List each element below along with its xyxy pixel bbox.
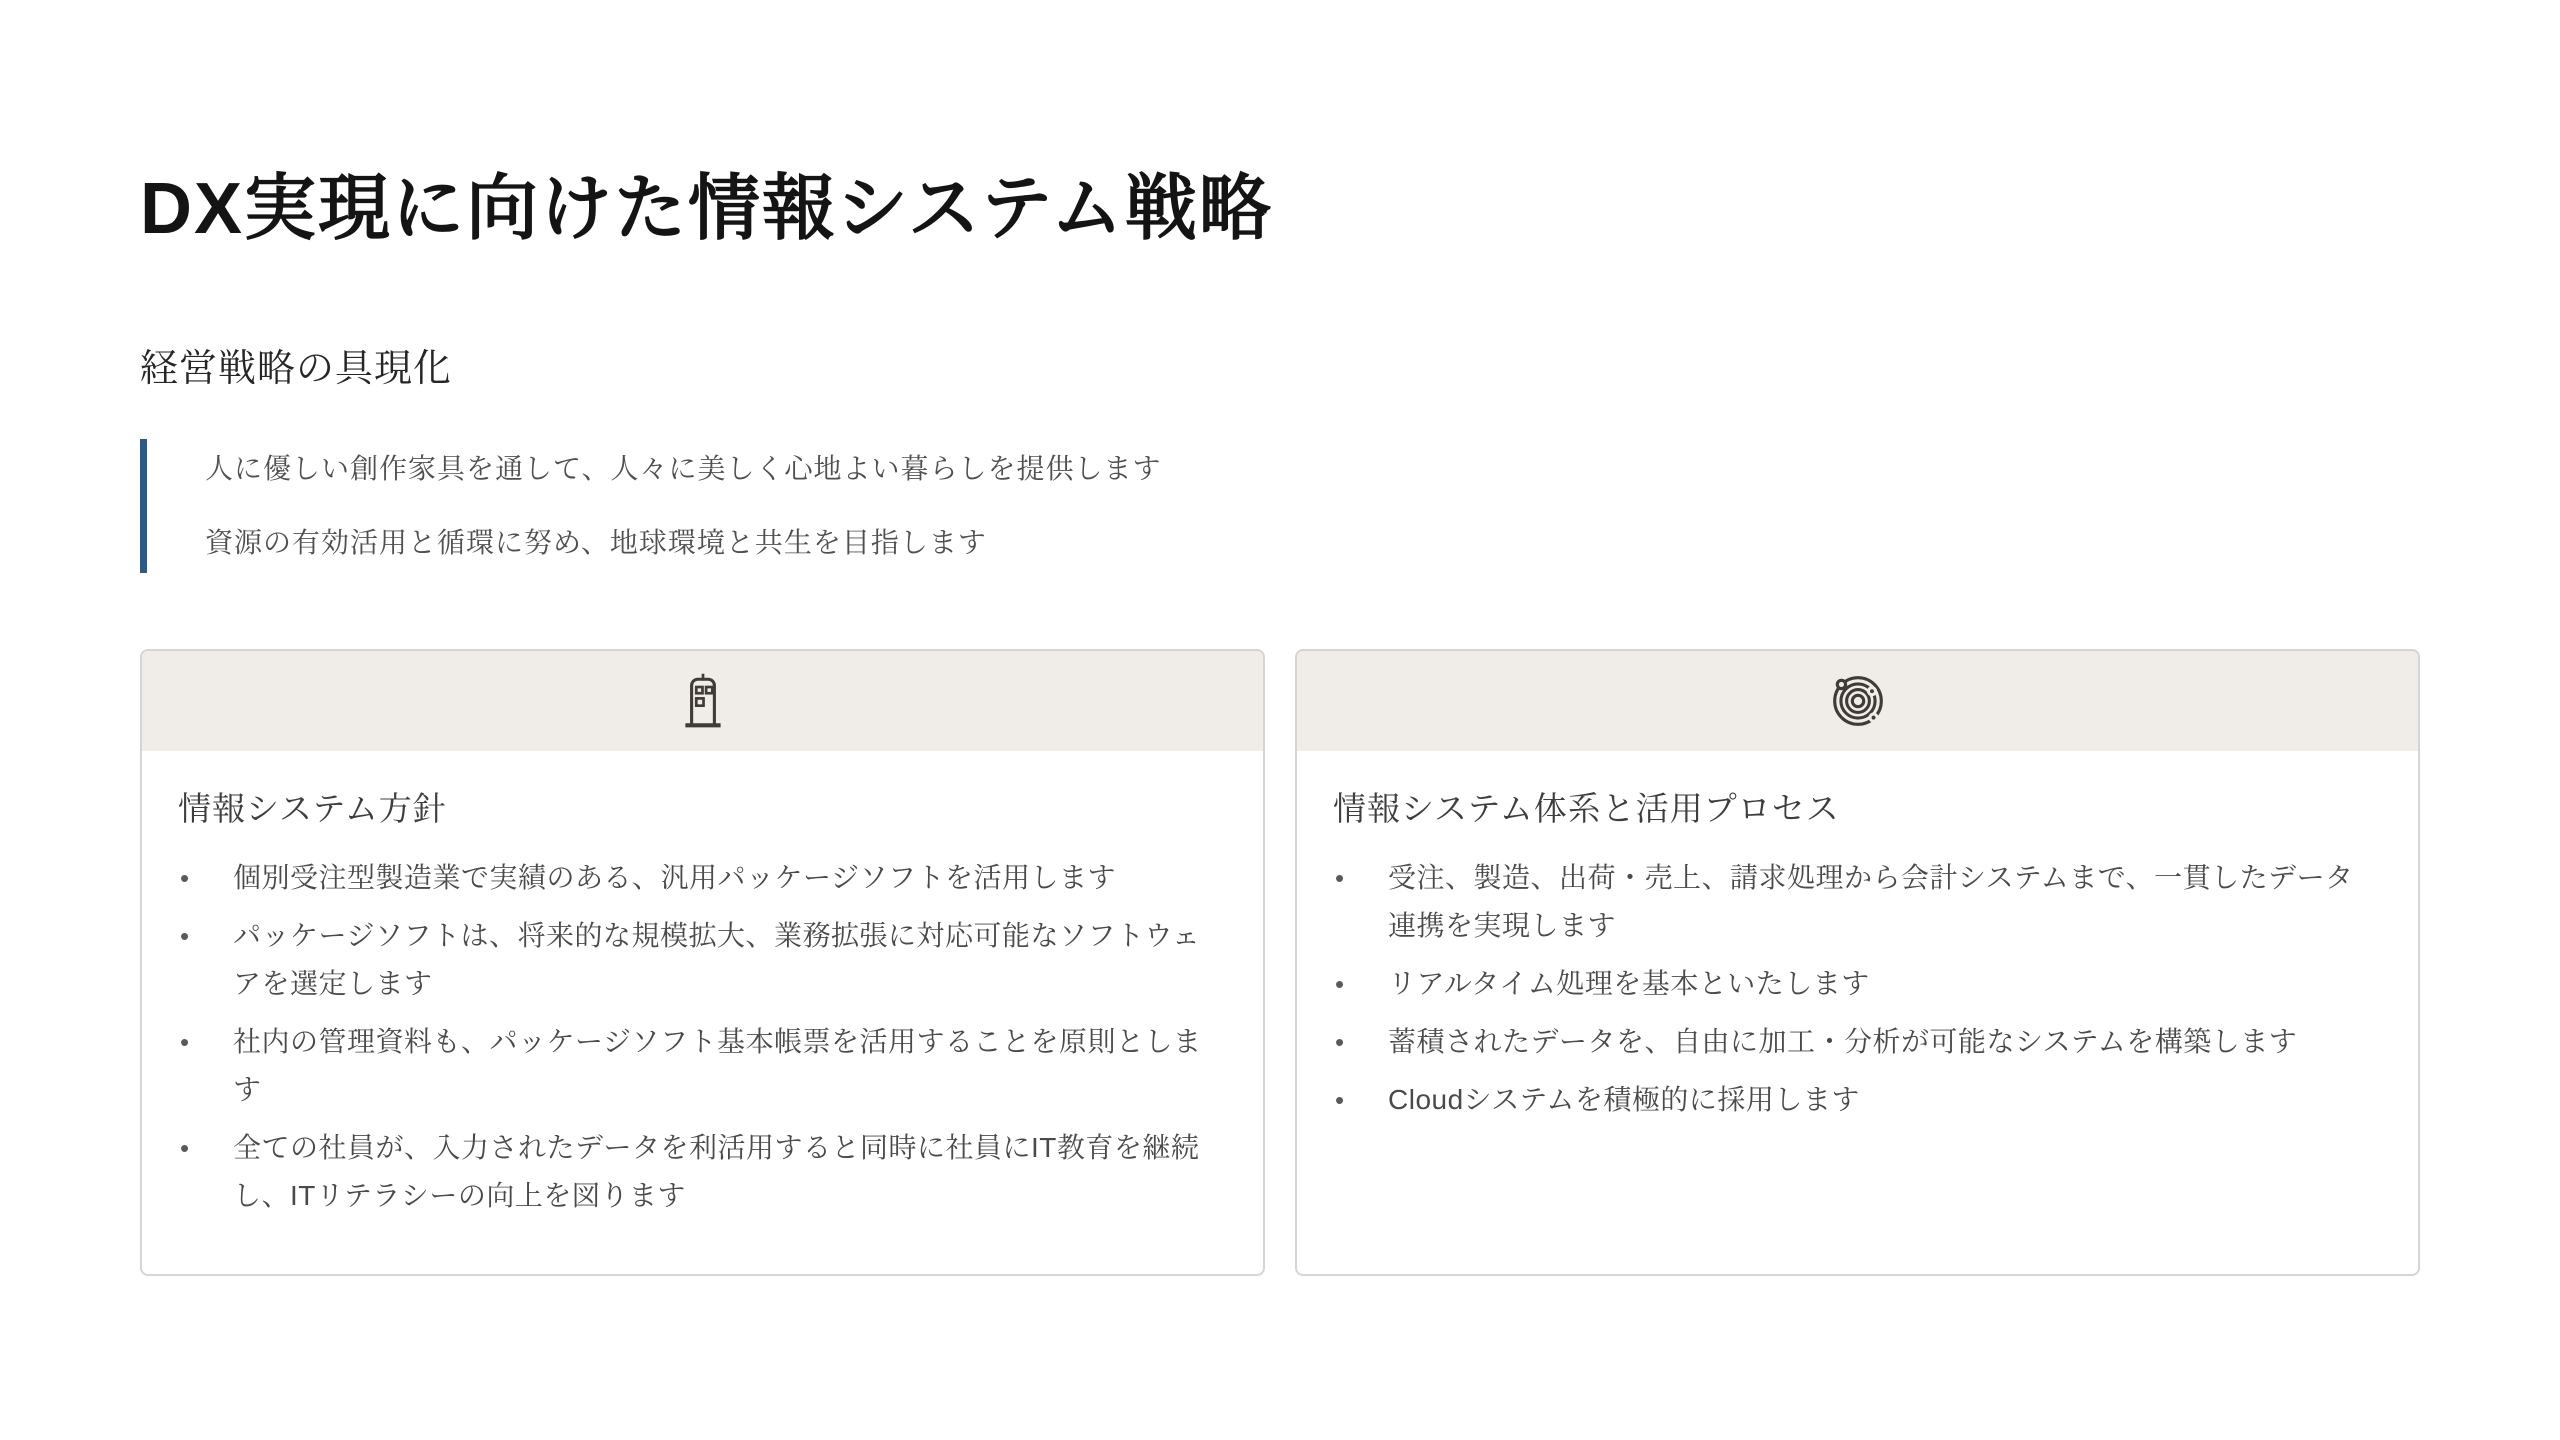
- list-item: • 受注、製造、出荷・売上、請求処理から会計システムまで、一貫したデータ連携を実現します: [1333, 854, 2374, 950]
- page-title: DX実現に向けた情報システム戦略: [140, 169, 1273, 249]
- card-header: [142, 651, 1263, 751]
- card-header: [1297, 651, 2418, 751]
- list-item: • パッケージソフトは、将来的な規模拡大、業務拡張に対応可能なソフトウェアを選定します: [178, 912, 1219, 1008]
- card-title: 情報システム方針: [178, 790, 447, 828]
- card-body: [1297, 751, 2418, 1178]
- card-title: 情報システム体系と活用プロセス: [1333, 790, 1840, 828]
- card-body: [142, 751, 1263, 1274]
- orbit-icon: [1829, 672, 1887, 730]
- list-item: • 社内の管理資料も、パッケージソフト基本帳票を活用することを原則とします: [178, 1018, 1219, 1114]
- section-heading: 経営戦略の具現化: [140, 347, 453, 390]
- bullet-list: [178, 854, 1219, 1220]
- list-item: • 蓄積されたデータを、自由に加工・分析が可能なシステムを構築します: [1333, 1018, 2374, 1066]
- cards-row: [140, 649, 2420, 1276]
- quote-line: 資源の有効活用と循環に努め、地球環境と共生を目指します: [205, 526, 987, 558]
- building-icon: [676, 672, 730, 730]
- card-system-process: [1295, 649, 2420, 1276]
- mission-quote: [140, 439, 2420, 573]
- quote-line: 人に優しい創作家具を通して、人々に美しく心地よい暮らしを提供します: [205, 452, 1162, 484]
- list-item: • 個別受注型製造業で実績のある、汎用パッケージソフトを活用します: [178, 854, 1219, 902]
- list-item: • リアルタイム処理を基本といたします: [1333, 960, 2374, 1008]
- list-item: • 全ての社員が、入力されたデータを利活用すると同時に社員にIT教育を継続し、ITリテラシーの向上を図ります: [178, 1124, 1219, 1220]
- list-item: • Cloudシステムを積極的に採用します: [1333, 1076, 2374, 1124]
- bullet-list: [1333, 854, 2374, 1124]
- card-system-policy: [140, 649, 1265, 1276]
